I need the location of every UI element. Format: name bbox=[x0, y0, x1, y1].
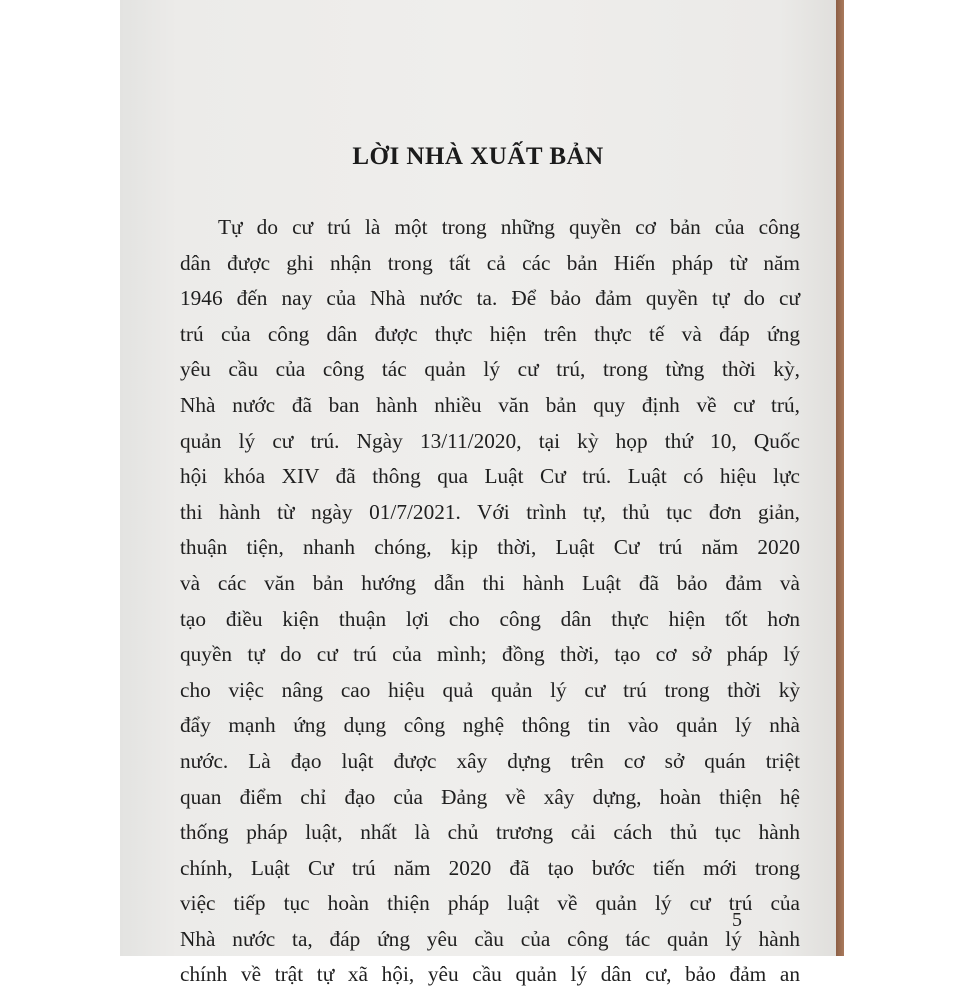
text-line: dân được ghi nhận trong tất cả các bản Hiến pháp từ năm bbox=[180, 250, 800, 275]
page-body bbox=[180, 210, 800, 993]
text-line: chính về trật tự xã hội, yêu cầu quản lý dân cư, bảo đảm an bbox=[180, 962, 800, 987]
text-line: đẩy mạnh ứng dụng công nghệ thông tin vào quản lý nhà bbox=[180, 713, 800, 738]
text-line: Nhà nước đã ban hành nhiều văn bản quy định về cư trú, bbox=[180, 392, 800, 417]
right-background bbox=[844, 0, 956, 956]
text-line: việc tiếp tục hoàn thiện pháp luật về quản lý cư trú của bbox=[180, 891, 800, 916]
text-line: thi hành từ ngày 01/7/2021. Với trình tự, thủ tục đơn giản, bbox=[180, 499, 800, 524]
text-line: cho việc nâng cao hiệu quả quản lý cư trú trong thời kỳ bbox=[180, 677, 800, 702]
text-line: Tự do cư trú là một trong những quyền cơ bản của công bbox=[218, 215, 800, 239]
left-background bbox=[0, 0, 120, 956]
text-line: quan điểm chỉ đạo của Đảng về xây dựng, hoàn thiện hệ bbox=[180, 784, 800, 809]
text-line: thuận tiện, nhanh chóng, kịp thời, Luật Cư trú năm 2020 bbox=[180, 535, 800, 560]
book-cover-edge bbox=[836, 0, 844, 956]
text-line: nước. Là đạo luật được xây dựng trên cơ sở quán triệt bbox=[180, 748, 800, 773]
text-line: quyền tự do cư trú của mình; đồng thời, tạo cơ sở pháp lý bbox=[180, 642, 800, 667]
text-line: thống pháp luật, nhất là chủ trương cải cách thủ tục hành bbox=[180, 820, 800, 845]
book-page bbox=[120, 0, 836, 987]
text-line: trú của công dân được thực hiện trên thực tế và đáp ứng bbox=[180, 321, 800, 346]
text-line: chính, Luật Cư trú năm 2020 đã tạo bước tiến mới trong bbox=[180, 855, 800, 880]
text-line: Nhà nước ta, đáp ứng yêu cầu của công tác quản lý hành bbox=[180, 926, 800, 951]
text-line: và các văn bản hướng dẫn thi hành Luật đã bảo đảm và bbox=[180, 570, 800, 595]
text-line: tạo điều kiện thuận lợi cho công dân thực hiện tốt hơn bbox=[180, 606, 800, 631]
text-line: yêu cầu của công tác quản lý cư trú, trong từng thời kỳ, bbox=[180, 357, 800, 382]
text-line: hội khóa XIV đã thông qua Luật Cư trú. Luật có hiệu lực bbox=[180, 464, 800, 489]
text-line: 1946 đến nay của Nhà nước ta. Để bảo đảm quyền tự do cư bbox=[180, 286, 800, 311]
page-number: 5 bbox=[732, 909, 742, 931]
page-title: LỜI NHÀ XUẤT BẢN bbox=[352, 143, 604, 170]
text-line: quản lý cư trú. Ngày 13/11/2020, tại kỳ họp thứ 10, Quốc bbox=[180, 428, 800, 453]
